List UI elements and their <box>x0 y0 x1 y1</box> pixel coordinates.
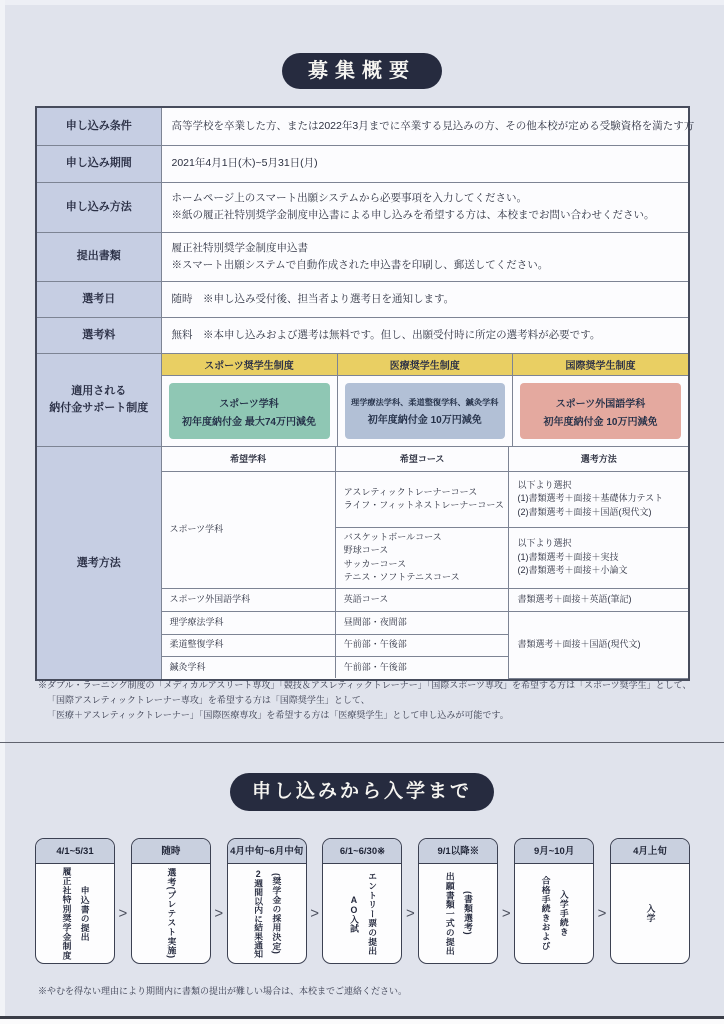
text-line: 高等学校を卒業した方、または2022年3月までに卒業する見込みの方、その他本校が定める受験資格を満たす方 <box>171 119 695 132</box>
card-line: 理学療法学科、柔道整復学科、鍼灸学科 <box>351 397 499 407</box>
course-cell: 英語コース <box>335 588 509 611</box>
bottom-footnote: ※やむを得ない理由により期間内に書類の提出が難しい場合は、本校までご連絡ください。 <box>38 986 408 996</box>
course-cell: 午前部・午後部 <box>335 634 509 656</box>
overview-table <box>35 106 695 681</box>
text-line: サッカーコース <box>343 558 407 569</box>
text-line: 納付金サポート制度 <box>49 401 149 414</box>
flow-step <box>35 838 115 964</box>
method-cell <box>509 471 688 527</box>
course-cell <box>335 471 509 527</box>
step-period: 9/1以降※ <box>419 839 497 864</box>
text-line: バスケットボールコース <box>343 531 442 542</box>
section-divider <box>0 742 724 743</box>
vertical-text: 出願書類一式の提出 <box>444 871 455 956</box>
row-label: 選考方法 <box>36 447 161 680</box>
step-period: 4/1~5/31 <box>36 839 114 864</box>
step-body <box>228 864 306 963</box>
scan-edge-left <box>0 0 5 1024</box>
text-line: ライフ・フィットネストレーナーコース <box>343 500 504 510</box>
vertical-text: 申込書の提出 <box>79 885 90 942</box>
dept-cell: スポーツ外国語学科 <box>162 588 336 611</box>
support-cell <box>337 376 513 447</box>
text-line: (1)書類選考＋面接＋基礎体力テスト <box>517 493 664 504</box>
flow-step <box>418 838 498 964</box>
vertical-text: 入学手続き <box>558 890 569 937</box>
text-line: 無料 ※本申し込みおよび選考は無料です。但し、出願受付時に所定の選考料が必要です。 <box>171 328 601 341</box>
table-row <box>36 232 689 281</box>
support-row <box>36 353 689 447</box>
vertical-text: AO入試 <box>348 894 359 933</box>
selection-header-row <box>162 447 689 471</box>
row-label: 選考料 <box>36 317 161 353</box>
text-line: 2021年4月1日(木)~5月31日(月) <box>171 157 318 170</box>
table-row <box>36 317 689 353</box>
selection-data-row <box>162 471 689 527</box>
row-label: 申し込み条件 <box>36 107 161 145</box>
method-cell <box>509 527 688 588</box>
card-line: スポーツ学科 <box>219 398 279 410</box>
selection-data-row <box>162 588 689 611</box>
text-line: 以下より選択 <box>517 538 572 549</box>
arrow-right-icon: > <box>214 904 224 922</box>
arrow-right-icon: > <box>118 904 128 922</box>
support-subtable <box>162 354 689 447</box>
text-line: 野球コース <box>343 545 389 555</box>
dept-cell: 理学療法学科 <box>162 611 336 634</box>
selection-row <box>36 447 689 680</box>
vertical-text: (書類選考) <box>463 891 473 936</box>
table-row <box>36 107 689 145</box>
selection-data-row <box>162 611 689 634</box>
support-header: スポーツ奨学生制度 <box>162 354 338 376</box>
method-cell: 書類選考＋面接＋国語(現代文) <box>509 611 688 678</box>
row-label: 提出書類 <box>36 232 161 281</box>
vertical-text: 入学 <box>645 904 656 923</box>
card-line: 初年度納付金 10万円減免 <box>367 414 482 426</box>
table-row <box>36 281 689 317</box>
support-content <box>161 353 689 447</box>
support-card-row <box>162 376 689 447</box>
flow-step <box>131 838 211 964</box>
arrow-right-icon: > <box>310 904 319 922</box>
step-period: 6/1~6/30※ <box>323 839 401 864</box>
step-period: 4月中旬~6月中旬 <box>228 839 306 864</box>
scan-edge-bottom-white <box>0 1019 724 1024</box>
column-header: 選考方法 <box>509 447 688 471</box>
scan-edge-top <box>0 0 724 5</box>
flow-step <box>227 838 307 964</box>
selection-content <box>161 447 689 680</box>
table-row <box>36 182 689 232</box>
international-scholarship-card <box>520 383 681 439</box>
text-line: 適用される <box>71 385 127 398</box>
support-header-row <box>162 354 689 376</box>
vertical-text: 2週間以内に結果通知 <box>253 868 264 959</box>
text-line: ※スマート出願システムで自動作成された申込書を印刷し、郵送してください。 <box>171 258 549 271</box>
arrow-right-icon: > <box>501 904 511 922</box>
card-line: 初年度納付金 最大74万円減免 <box>182 416 316 428</box>
dept-cell: 柔道整復学科 <box>162 634 336 656</box>
footnotes <box>38 678 692 723</box>
row-content <box>161 232 689 281</box>
medical-scholarship-card <box>345 383 506 439</box>
course-cell: 午前部・午後部 <box>335 656 509 678</box>
text-line: 以下より選択 <box>517 479 572 490</box>
step-body <box>611 864 689 963</box>
text-line: (2)書類選考＋面接＋小論文 <box>517 565 628 576</box>
support-header: 国際奨学生制度 <box>513 354 689 376</box>
support-header: 医療奨学生制度 <box>337 354 513 376</box>
vertical-text: 選考(プレテスト実施) <box>166 868 177 959</box>
support-cell <box>162 376 338 447</box>
text-line: 履正社特別奨学金制度申込書 <box>171 241 308 254</box>
dept-cell: 鍼灸学科 <box>162 656 336 678</box>
flow-step <box>514 838 594 964</box>
arrow-right-icon: > <box>597 904 607 922</box>
row-content <box>161 107 695 145</box>
text-line: 随時 ※申し込み受付後、担当者より選考日を通知します。 <box>171 292 455 305</box>
sports-scholarship-card <box>169 383 330 439</box>
row-content <box>161 182 689 232</box>
flow-step <box>322 838 402 964</box>
vertical-text: (奨学金の採用決定) <box>271 872 282 955</box>
row-content <box>161 281 689 317</box>
course-cell <box>335 527 509 588</box>
text-line: (2)書類選考＋面接＋国語(現代文) <box>517 506 652 517</box>
vertical-text: 履正社特別奨学金制度 <box>61 867 72 960</box>
step-period: 9月~10月 <box>515 839 593 864</box>
selection-subtable <box>162 447 689 679</box>
row-content <box>161 145 689 182</box>
column-header: 希望コース <box>335 447 509 471</box>
text-line: ※紙の履正社特別奨学金制度申込書による申し込みを希望する方は、本校までお問い合わせください。 <box>171 209 655 221</box>
arrow-right-icon: > <box>406 904 415 922</box>
step-body <box>132 864 210 963</box>
method-cell: 書類選考＋面接＋英語(筆記) <box>509 588 688 611</box>
step-body <box>515 864 593 963</box>
support-cell <box>513 376 689 447</box>
course-cell: 昼間部・夜間部 <box>335 611 509 634</box>
vertical-text: エントリー票の提出 <box>367 871 378 956</box>
footnote-line: 「国際アスレティックトレーナー専攻」を希望する方は「国際奨学生」として、 <box>47 694 370 705</box>
step-period: 4月上旬 <box>611 839 689 864</box>
text-line: ホームページ上のスマート出願システムから必要事項を入力してください。 <box>171 192 528 205</box>
vertical-text: 合格手続きおよび <box>540 876 551 951</box>
row-label <box>36 353 161 447</box>
flow-step <box>610 838 690 964</box>
row-content <box>161 317 689 353</box>
footnote-line: ※ダブル・ラーニング制度の「メディカルアスリート専攻」「競技＆アスレティックトレーナー」「国際スポーツ専攻」を希望する方は「スポーツ奨学生」として、 <box>38 680 692 690</box>
step-body <box>36 864 114 963</box>
row-label: 申し込み期間 <box>36 145 161 182</box>
footnote-line: 「医療＋アスレティックトレーナー」「国際医療専攻」を希望する方は「医療奨学生」として申し込みが可能です。 <box>47 709 509 720</box>
text-line: (1)書類選考＋面接＋実技 <box>517 551 619 562</box>
card-line: スポーツ外国語学科 <box>555 398 646 410</box>
dept-cell: スポーツ学科 <box>162 471 336 588</box>
text-line: テニス・ソフトテニスコース <box>343 572 460 582</box>
text-line: アスレティックトレーナーコース <box>343 486 478 497</box>
section1-title: 募集概要 <box>282 53 442 89</box>
step-period: 随時 <box>132 839 210 864</box>
column-header: 希望学科 <box>162 447 336 471</box>
card-line: 初年度納付金 10万円減免 <box>543 416 658 428</box>
row-label: 申し込み方法 <box>36 182 161 232</box>
section2-title: 申し込みから入学まで <box>230 773 494 811</box>
application-flow-chart <box>35 838 690 964</box>
step-body <box>419 864 497 963</box>
table-row <box>36 145 689 182</box>
step-body <box>323 864 401 963</box>
row-label: 選考日 <box>36 281 161 317</box>
